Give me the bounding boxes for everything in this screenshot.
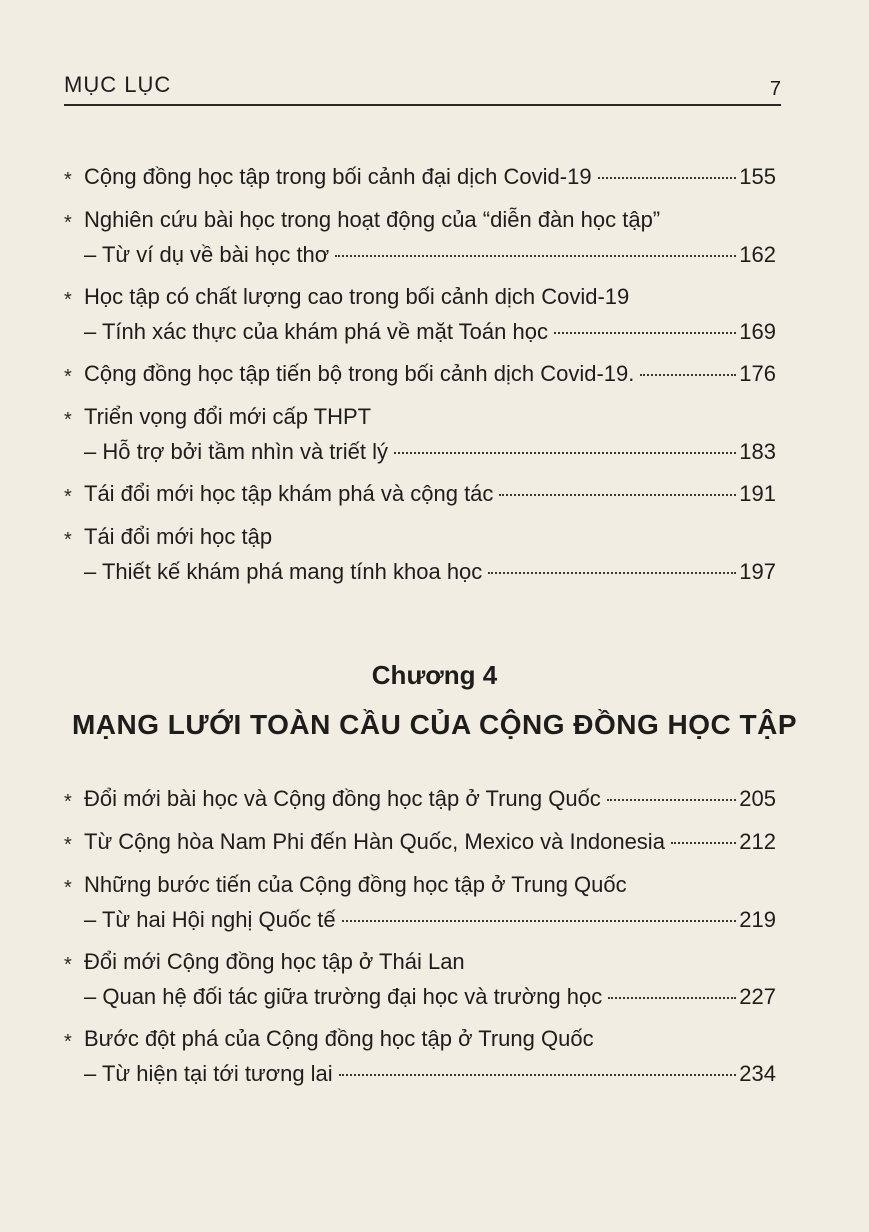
- toc-entry-text: Cộng đồng học tập tiến bộ trong bối cảnh dịch Covid-19.: [84, 361, 635, 386]
- dot-leader: [394, 452, 736, 454]
- toc-entry[interactable]: [64, 868, 776, 937]
- toc-entry-text: – Tính xác thực của khám phá về mặt Toán học: [84, 319, 548, 344]
- toc-entry-title: [64, 400, 776, 435]
- toc-entry-text: Từ Cộng hòa Nam Phi đến Hàn Quốc, Mexico và Indonesia: [84, 829, 665, 854]
- asterisk-bullet-icon: *: [64, 366, 72, 388]
- toc-entry-text: – Hỗ trợ bởi tầm nhìn và triết lý: [84, 439, 388, 464]
- toc-entry-subtitle: [64, 238, 776, 272]
- page-header: [64, 68, 781, 106]
- toc-section-1: [64, 160, 776, 597]
- toc-entry-text: Tái đổi mới học tập khám phá và cộng tác: [84, 481, 494, 506]
- header-title: MỤC LỤC: [64, 72, 172, 97]
- toc-entry-title: [64, 280, 776, 315]
- toc-page-number: 155: [739, 164, 776, 189]
- toc-entry[interactable]: [64, 280, 776, 349]
- toc-entry-text: Đổi mới bài học và Cộng đồng học tập ở Trung Quốc: [84, 786, 601, 811]
- toc-page-number: 169: [739, 319, 776, 344]
- dot-leader: [598, 177, 737, 179]
- toc-entry[interactable]: [64, 1022, 776, 1091]
- toc-entry-text: – Từ hai Hội nghị Quốc tế: [84, 907, 336, 932]
- toc-section-2: [64, 782, 776, 1099]
- dot-leader: [608, 997, 736, 999]
- dot-leader: [640, 374, 736, 376]
- chapter-heading: [0, 660, 869, 741]
- toc-page-number: 183: [739, 439, 776, 464]
- asterisk-bullet-icon: *: [64, 529, 72, 551]
- toc-entry-text: Tái đổi mới học tập: [84, 524, 273, 549]
- asterisk-bullet-icon: *: [64, 877, 72, 899]
- dot-leader: [499, 494, 736, 496]
- toc-entry[interactable]: [64, 945, 776, 1014]
- toc-entry[interactable]: [64, 357, 776, 392]
- toc-entry[interactable]: [64, 400, 776, 469]
- toc-entry-title: [64, 782, 776, 817]
- toc-entry-text: Đổi mới Cộng đồng học tập ở Thái Lan: [84, 949, 465, 974]
- dot-leader: [488, 572, 736, 574]
- toc-entry-title: [64, 203, 776, 238]
- toc-page-number: 219: [739, 907, 776, 932]
- dot-leader: [335, 255, 736, 257]
- dot-leader: [607, 799, 736, 801]
- toc-entry-title: [64, 825, 776, 860]
- asterisk-bullet-icon: *: [64, 409, 72, 431]
- asterisk-bullet-icon: *: [64, 169, 72, 191]
- asterisk-bullet-icon: *: [64, 791, 72, 813]
- toc-entry-text: – Từ ví dụ về bài học thơ: [84, 242, 330, 267]
- toc-entry-text: Nghiên cứu bài học trong hoạt động của “diễn đàn học tập”: [84, 207, 661, 232]
- toc-entry-text: Cộng đồng học tập trong bối cảnh đại dịch Covid-19: [84, 164, 592, 189]
- toc-page-number: 227: [739, 984, 776, 1009]
- toc-page-number: 162: [739, 242, 776, 267]
- asterisk-bullet-icon: *: [64, 1031, 72, 1053]
- chapter-title: MẠNG LƯỚI TOÀN CẦU CỦA CỘNG ĐỒNG HỌC TẬP: [71, 709, 798, 740]
- header-page-number: 7: [769, 78, 781, 100]
- toc-page-number: 212: [739, 829, 776, 854]
- dot-leader: [339, 1074, 737, 1076]
- toc-entry-title: [64, 357, 776, 392]
- chapter-label: Chương 4: [371, 660, 498, 690]
- toc-entry[interactable]: [64, 160, 776, 195]
- toc-entry[interactable]: [64, 520, 776, 589]
- toc-entry[interactable]: [64, 477, 776, 512]
- dot-leader: [671, 842, 736, 844]
- toc-entry-subtitle: [64, 1057, 776, 1091]
- asterisk-bullet-icon: *: [64, 954, 72, 976]
- toc-entry-text: – Thiết kế khám phá mang tính khoa học: [84, 559, 483, 584]
- dot-leader: [342, 920, 737, 922]
- toc-entry-text: Học tập có chất lượng cao trong bối cảnh dịch Covid-19: [84, 284, 630, 309]
- toc-entry-title: [64, 477, 776, 512]
- toc-entry-subtitle: [64, 555, 776, 589]
- toc-entry[interactable]: [64, 825, 776, 860]
- toc-entry-text: Bước đột phá của Cộng đồng học tập ở Trung Quốc: [84, 1026, 594, 1051]
- toc-entry-text: Những bước tiến của Cộng đồng học tập ở Trung Quốc: [84, 872, 627, 897]
- toc-entry-subtitle: [64, 435, 776, 469]
- toc-page-number: 197: [739, 559, 776, 584]
- asterisk-bullet-icon: *: [64, 212, 72, 234]
- toc-entry-subtitle: [64, 315, 776, 349]
- toc-entry-title: [64, 945, 776, 980]
- asterisk-bullet-icon: *: [64, 289, 72, 311]
- toc-entry-subtitle: [64, 980, 776, 1014]
- toc-entry-title: [64, 520, 776, 555]
- toc-page-number: 205: [739, 786, 776, 811]
- toc-page-number: 191: [739, 481, 776, 506]
- asterisk-bullet-icon: *: [64, 834, 72, 856]
- toc-page-number: 234: [739, 1061, 776, 1086]
- toc-entry-subtitle: [64, 903, 776, 937]
- dot-leader: [554, 332, 736, 334]
- toc-entry-text: – Từ hiện tại tới tương lai: [84, 1061, 333, 1086]
- toc-entry-text: – Quan hệ đối tác giữa trường đại học và trường học: [84, 984, 603, 1009]
- toc-entry-title: [64, 160, 776, 195]
- asterisk-bullet-icon: *: [64, 486, 72, 508]
- toc-entry-title: [64, 868, 776, 903]
- toc-entry-title: [64, 1022, 776, 1057]
- toc-entry[interactable]: [64, 203, 776, 272]
- toc-page-number: 176: [739, 361, 776, 386]
- toc-entry-text: Triển vọng đổi mới cấp THPT: [84, 404, 372, 429]
- toc-entry[interactable]: [64, 782, 776, 817]
